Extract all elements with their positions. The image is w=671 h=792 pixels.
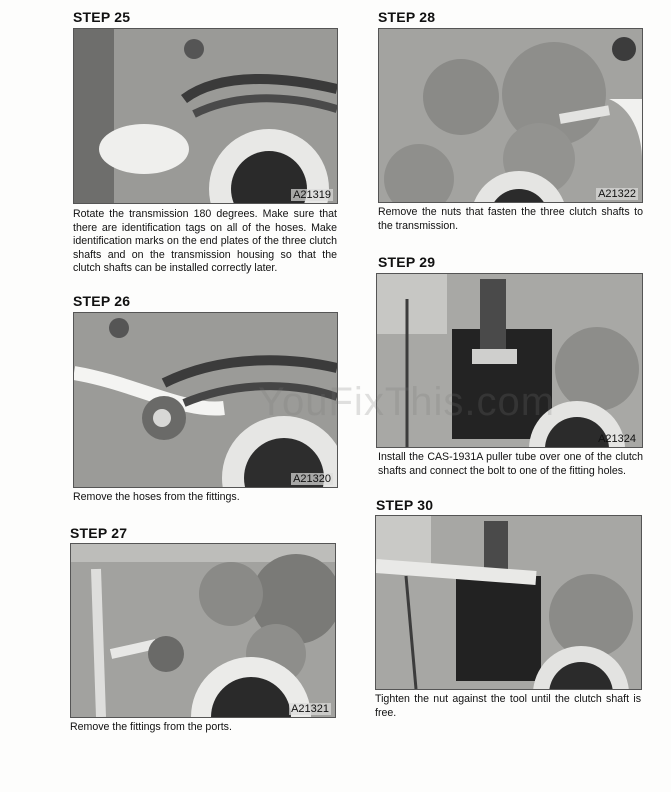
- step-28-title: STEP 28: [378, 9, 436, 25]
- step-26-caption: Remove the hoses from the fittings.: [73, 491, 240, 503]
- step-26-title: STEP 26: [73, 293, 131, 309]
- step-26-figure-code: A21320: [293, 473, 331, 485]
- step-30-caption: Tighten the nut against the tool until the clutch shaft is free.: [375, 693, 641, 719]
- step-26-photo: [73, 312, 338, 488]
- step-28-figure-code: A21322: [598, 188, 636, 200]
- step-30-photo: [375, 515, 642, 690]
- step-29-caption: Install the CAS-1931A puller tube over one of the clutch shafts and connect the bolt to one of the fitting holes.: [378, 451, 643, 477]
- step-25-title: STEP 25: [73, 9, 131, 25]
- step-25-caption: Rotate the transmission 180 degrees. Make sure that there are identification tags on all of the hoses. Make identification marks on the end plates of the three clutch shafts and on the transmission housing so that the clutch shafts can be installed correctly later.: [73, 208, 337, 275]
- step-27-title: STEP 27: [70, 525, 128, 541]
- step-29-photo: [376, 273, 643, 448]
- step-27-figure-code: A21321: [291, 703, 329, 715]
- step-29-title: STEP 29: [378, 254, 436, 270]
- watermark-text: YouFixThis.com: [258, 380, 556, 424]
- step-28-photo: [378, 28, 643, 203]
- step-25-photo: [73, 28, 338, 204]
- step-27-photo: [70, 543, 336, 718]
- step-30-title: STEP 30: [376, 497, 434, 513]
- step-29-figure-code: A21324: [598, 433, 636, 445]
- step-27-caption: Remove the fittings from the ports.: [70, 721, 232, 733]
- step-25-figure-code: A21319: [293, 189, 331, 201]
- step-28-caption: Remove the nuts that fasten the three clutch shafts to the transmission.: [378, 206, 643, 232]
